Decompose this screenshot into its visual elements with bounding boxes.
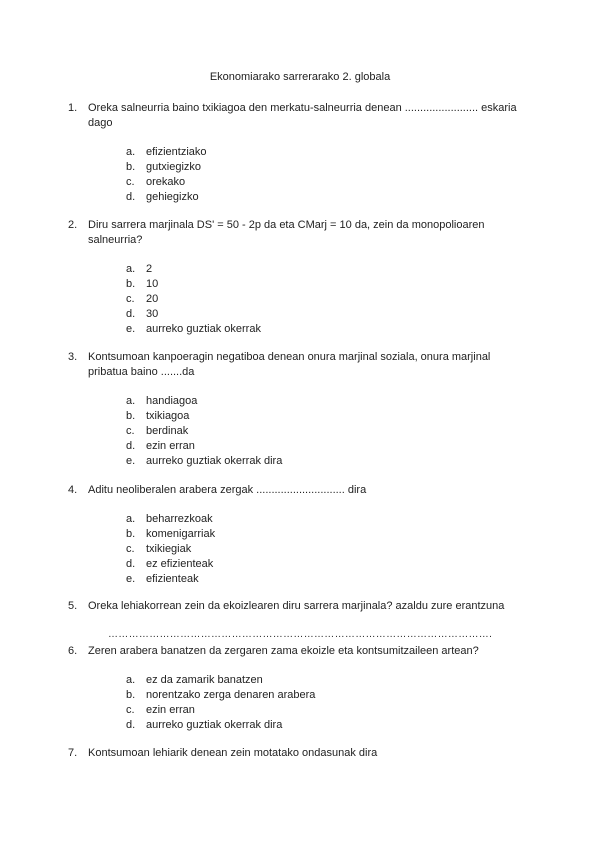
option-letter: d. [126, 308, 136, 320]
option-text: ezin erran [146, 440, 195, 452]
option-text: txikiegiak [146, 543, 192, 555]
page-title: Ekonomiarako sarrerarako 2. globala [209, 71, 391, 83]
option-text: efizientziako [146, 146, 207, 158]
option-text: aurreko guztiak okerrak dira [146, 455, 283, 467]
option-text: aurreko guztiak okerrak [146, 323, 261, 335]
question-number: 4. [68, 484, 78, 496]
option-letter: e. [126, 573, 136, 585]
question-number: 5. [68, 600, 78, 612]
option-letter: a. [126, 263, 136, 275]
question-3 [68, 350, 528, 380]
question-text: Zeren arabera banatzen da zergaren zama ekoizle eta kontsumitzaileen artean? [88, 645, 479, 657]
option-letter: b. [126, 528, 136, 540]
option-letter: c. [126, 425, 135, 437]
option-text: aurreko guztiak okerrak dira [146, 719, 283, 731]
option-text: 20 [146, 293, 159, 305]
option-letter: c. [126, 704, 135, 716]
option-text: gehiegizko [146, 191, 199, 203]
question-2 [68, 218, 528, 248]
question-4 [68, 483, 528, 498]
question-text: Oreka salneurria baino txikiagoa den merkatu-salneurria denean ........................ eskaria dago [88, 102, 517, 129]
option-text: orekako [146, 176, 186, 188]
option-text: 30 [146, 308, 159, 320]
option-letter: a. [126, 146, 136, 158]
option-letter: b. [126, 410, 136, 422]
option-letter: b. [126, 278, 136, 290]
option-letter: d. [126, 440, 136, 452]
option-text: beharrezkoak [146, 513, 213, 525]
question-number: 7. [68, 747, 78, 759]
option-text: komenigarriak [146, 528, 216, 540]
option-letter: a. [126, 395, 136, 407]
option-letter: d. [126, 719, 136, 731]
question-number: 2. [68, 219, 78, 231]
question-1 [68, 101, 528, 131]
option-letter: c. [126, 293, 135, 305]
option-text: ez da zamarik banatzen [146, 674, 263, 686]
option-text: 10 [146, 278, 159, 290]
question-text: Kontsumoan kanpoeragin negatiboa denean onura marjinal soziala, onura marjinal pribatua baino .......da [88, 351, 491, 378]
option-text: norentzako zerga denaren arabera [146, 689, 316, 701]
question-number: 6. [68, 645, 78, 657]
option-text: efizienteak [146, 573, 199, 585]
option-text: 2 [146, 263, 153, 275]
option-letter: a. [126, 674, 136, 686]
option-letter: a. [126, 513, 136, 525]
answer-line[interactable]: …………………………………………………………………………………………………. [108, 629, 493, 640]
option-letter: e. [126, 455, 136, 467]
option-letter: d. [126, 191, 136, 203]
question-text: Diru sarrera marjinala DS' = 50 - 2p da eta CMarj = 10 da, zein da monopolioaren salneurria? [88, 219, 485, 246]
option-text: gutxiegizko [146, 161, 202, 173]
question-5 [68, 599, 528, 614]
option-letter: e. [126, 323, 136, 335]
question-text: Aditu neoliberalen arabera zergak ............................. dira [88, 484, 367, 496]
question-number: 3. [68, 351, 78, 363]
option-text: ezin erran [146, 704, 195, 716]
question-text: Oreka lehiakorrean zein da ekoizlearen diru sarrera marjinala? azaldu zure erantzuna [88, 600, 505, 612]
option-text: ez efizienteak [146, 558, 214, 570]
option-text: handiagoa [146, 395, 198, 407]
question-text: Kontsumoan lehiarik denean zein motatako ondasunak dira [88, 747, 378, 759]
question-number: 1. [68, 102, 78, 114]
question-6 [68, 644, 528, 659]
option-letter: c. [126, 543, 135, 555]
option-letter: b. [126, 161, 136, 173]
option-text: berdinak [146, 425, 189, 437]
option-text: txikiagoa [146, 410, 190, 422]
option-letter: d. [126, 558, 136, 570]
option-letter: b. [126, 689, 136, 701]
question-7 [68, 746, 528, 761]
option-letter: c. [126, 176, 135, 188]
